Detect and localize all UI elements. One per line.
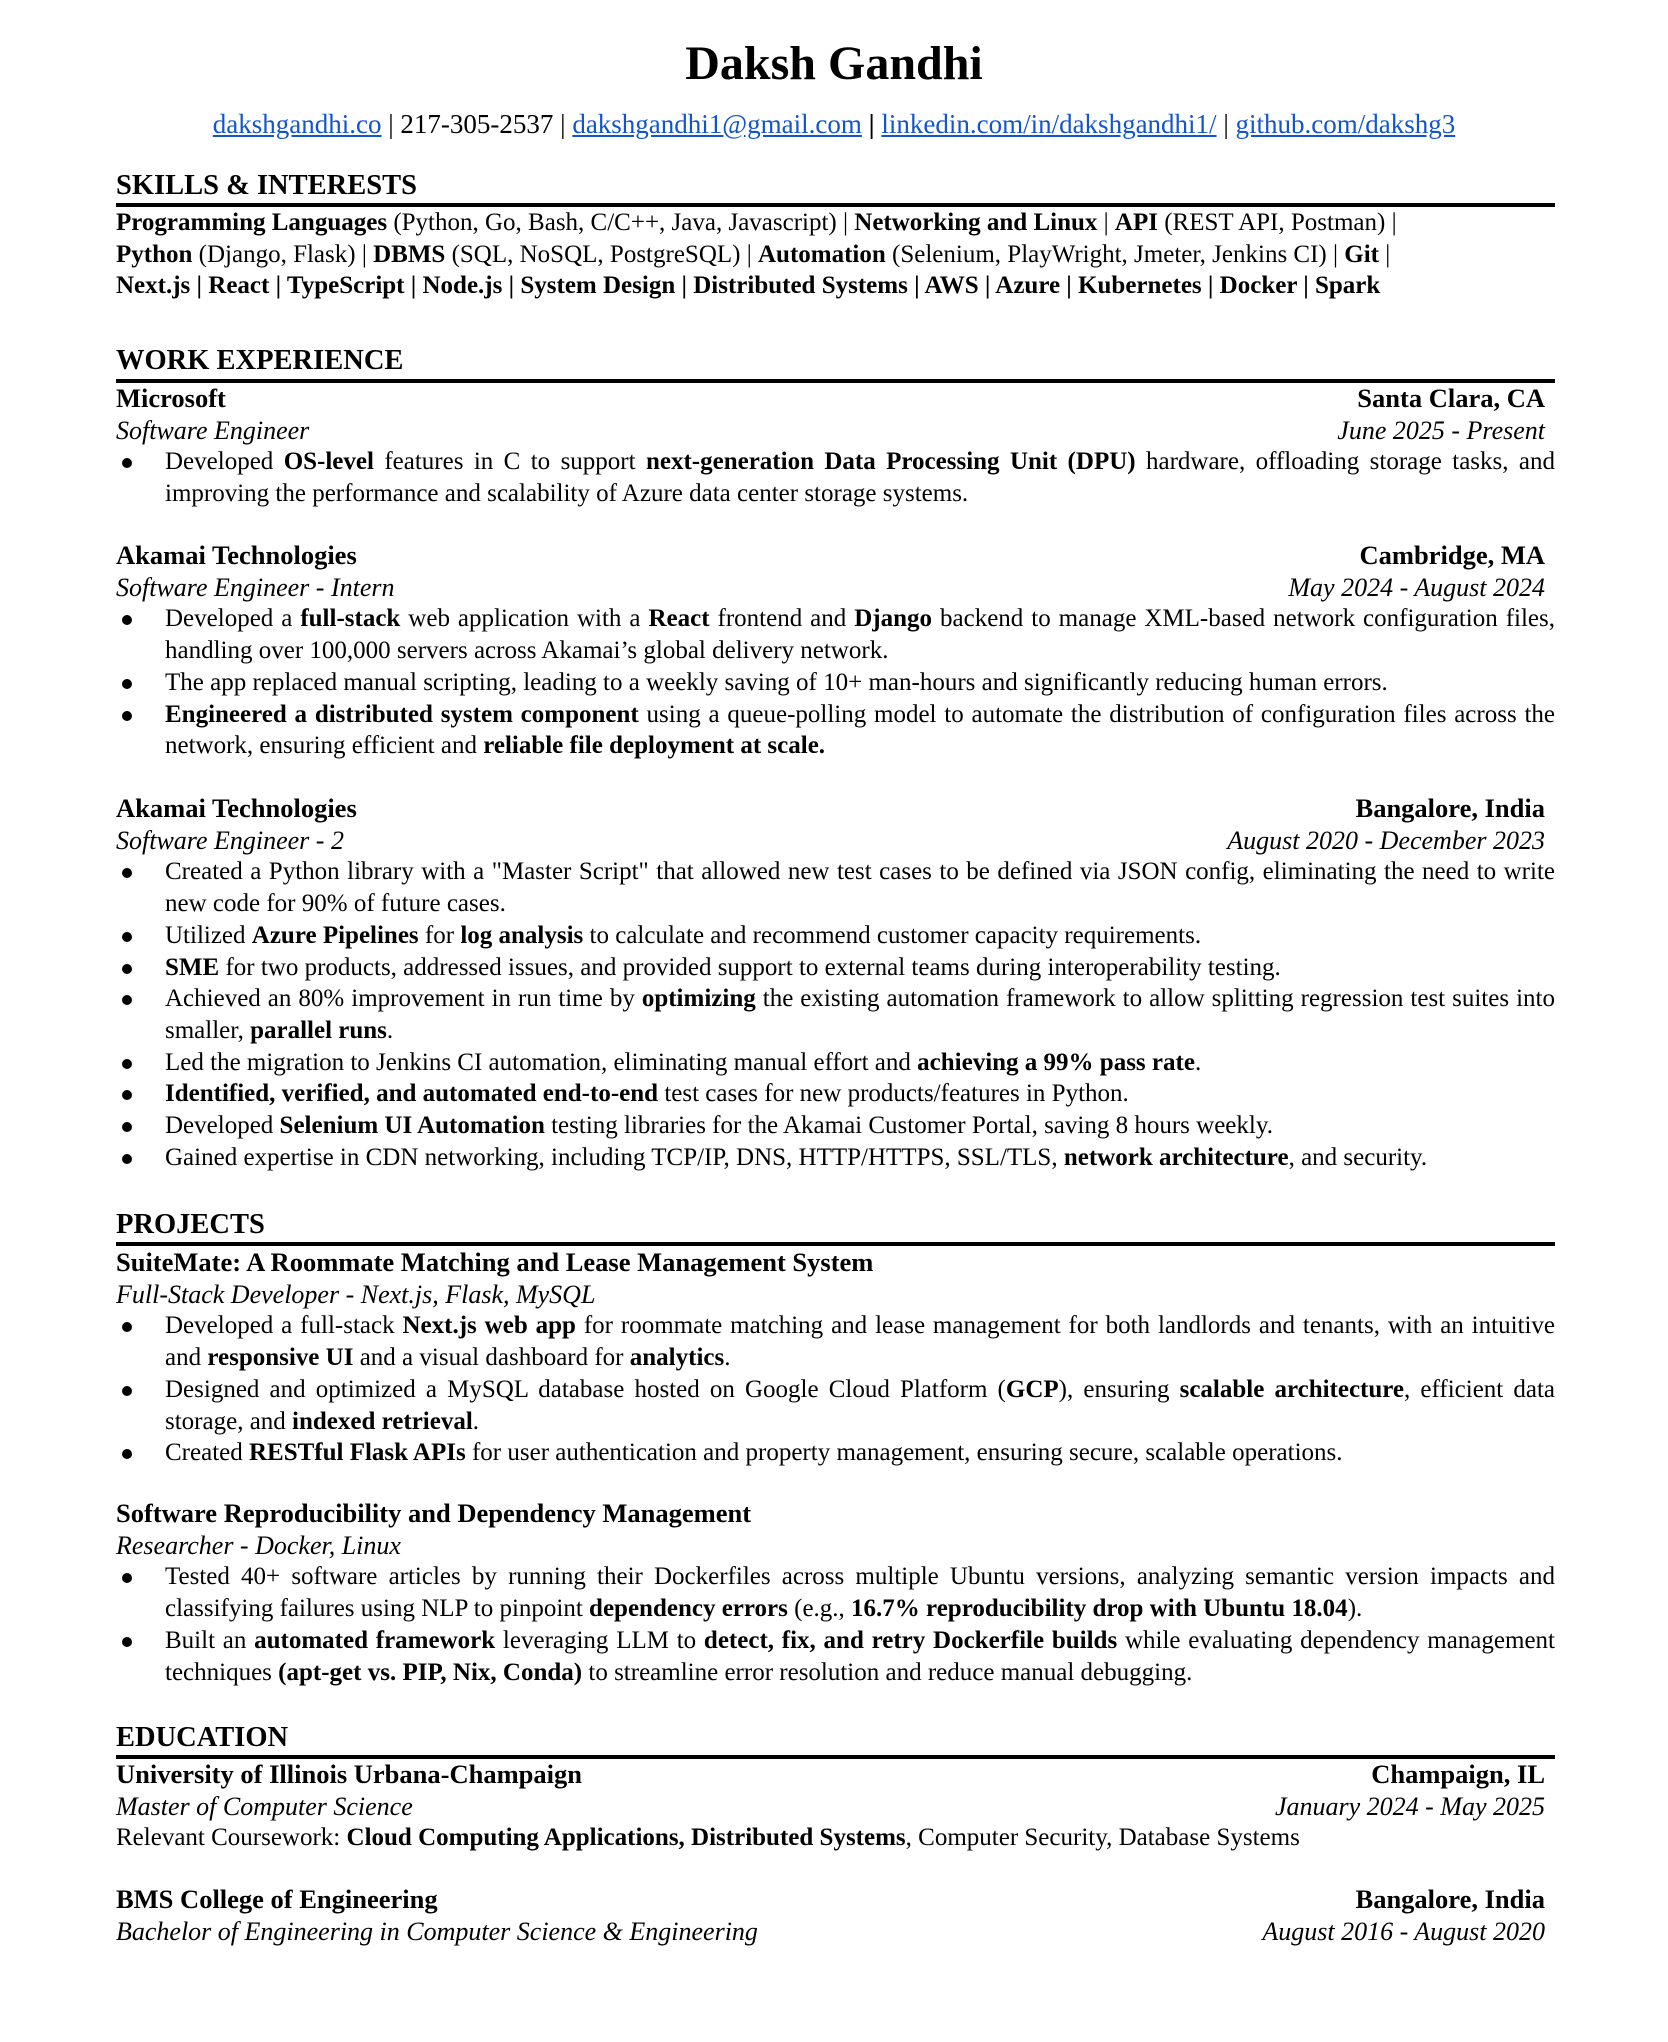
bullet-icon [122,1322,132,1332]
company-name: Microsoft [116,383,226,413]
job-entry [116,540,1555,762]
job-title: Software Engineer - 2 [116,825,344,855]
school-name: BMS College of Engineering [116,1884,438,1914]
bold-text: analytics [629,1344,725,1372]
text: Gained expertise in CDN networking, including TCP/IP, DNS, HTTP/HTTPS, SSL/TLS, [165,1143,1064,1171]
text: for two products, addressed issues, and provided support to external teams during interoperability testing. [219,953,1281,981]
section-heading-experience: WORK EXPERIENCE [116,345,404,376]
bullet-icon [122,1573,132,1583]
bullet-item [116,1561,1555,1624]
bullet-icon [122,1449,132,1459]
text: (Django, Flask) | [192,240,374,268]
bullet-item [116,856,1555,919]
text: (SQL, NoSQL, PostgreSQL) | [445,240,758,268]
job-title: Software Engineer [116,415,310,445]
bold-text: scalable architecture [1179,1375,1405,1403]
bullet-item [116,1110,1555,1142]
bold-text: detect, fix, and retry Dockerfile builds [703,1626,1118,1654]
bullet-list [116,1310,1555,1469]
job-dates: August 2020 - December 2023 [1227,825,1545,855]
bold-text: optimizing [641,985,756,1013]
text: (Python, Go, Bash, C/C++, Java, Javascript) | [387,209,855,236]
project-role-row [116,1530,1555,1562]
text: the existing automation framework to allow splitting regression test suites into smaller, [165,985,1555,1044]
project-entry [116,1247,1555,1469]
bullet-icon [122,995,132,1005]
text: Utilized [165,921,252,949]
degree-row [116,1916,1555,1948]
bullet-icon [122,964,132,974]
candidate-name: Daksh Gandhi [685,37,983,90]
project-entry [116,1498,1555,1688]
bullet-item [116,699,1555,762]
bold-text: automated framework [254,1626,496,1654]
bold-text: achieving a 99% pass rate [917,1048,1195,1076]
school-dates: January 2024 - May 2025 [1274,1791,1545,1821]
bold-text: Azure Pipelines [251,921,419,949]
text: and a visual dashboard for [353,1344,630,1372]
job-dates: May 2024 - August 2024 [1288,572,1545,602]
bold-text: network architecture [1063,1143,1289,1171]
bullet-list [116,446,1555,509]
project-name: SuiteMate: A Roommate Matching and Lease Management System [116,1247,874,1277]
text: . [386,1016,394,1044]
text: for user authentication and property management, ensuring secure, scalable operations. [465,1439,1343,1467]
text: leveraging LLM to [495,1626,704,1654]
linkedin-link[interactable]: linkedin.com/in/dakshgandhi1/ [881,109,1217,139]
coursework [116,1822,1555,1854]
bold-text: log analysis [460,921,584,949]
section-heading-projects: PROJECTS [116,1209,265,1240]
bold-text: Selenium UI Automation [279,1112,545,1140]
job-location: Santa Clara, CA [1357,383,1545,413]
text: . [724,1344,731,1372]
text: while evaluating dependency management techniques [165,1626,1555,1686]
bold-text: Networking and Linux [854,209,1098,236]
text: Achieved an 80% improvement in run time by [165,985,642,1013]
bold-text: Next.js web app [402,1312,576,1340]
text: Relevant Coursework: [116,1824,347,1852]
text: . [472,1407,480,1435]
bold-text: reliable file deployment at scale. [483,732,826,760]
bullet-item [116,983,1555,1046]
school-location: Champaign, IL [1371,1759,1545,1789]
school-dates: August 2016 - August 2020 [1262,1916,1545,1946]
text: Developed [165,1112,280,1140]
text: Developed a [165,605,301,633]
bullet-item [116,446,1555,509]
bullet-icon [122,1059,132,1069]
bullet-icon [122,932,132,942]
text: ). [1347,1595,1363,1623]
text: testing libraries for the Akamai Customer Portal, saving 8 hours weekly. [544,1112,1273,1140]
project-role-row [116,1279,1555,1311]
bullet-icon [122,679,132,689]
separator: | [868,109,875,139]
bullet-icon [122,458,132,468]
bold-text: (apt-get vs. PIP, Nix, Conda) [278,1658,583,1686]
bullet-icon [122,1386,132,1396]
bullet-list [116,1561,1555,1688]
bold-text: GCP [1005,1375,1059,1403]
skills-line [116,207,1555,239]
job-header-row [116,793,1555,825]
job-title-row [116,825,1555,857]
bullet-icon [122,615,132,625]
text: web application with a [400,605,649,633]
project-role: Full-Stack Developer - Next.js, Flask, MySQL [116,1279,596,1309]
bold-text: parallel runs [250,1016,387,1044]
section-heading-skills: SKILLS & INTERESTS [116,170,417,201]
text: using a queue-polling model to automate the distribution of configuration files across the network, ensuring efficient and [165,700,1556,760]
bullet-list [116,856,1555,1173]
bold-text: Git [1344,240,1379,268]
bullet-item [116,1142,1555,1174]
bold-text: Python [116,240,193,268]
text: | [1378,240,1391,268]
text: to streamline error resolution and reduce manual debugging. [582,1658,1193,1686]
text: (Selenium, PlayWright, Jmeter, Jenkins CI) | [885,240,1345,268]
job-title: Software Engineer - Intern [116,572,395,602]
bold-text: API [1114,209,1158,236]
bullet-list [116,603,1555,762]
bold-text: SME [165,953,220,981]
degree-row [116,1791,1555,1823]
text: to calculate and recommend customer capacity requirements. [583,921,1202,949]
job-header-row [116,383,1555,415]
bullet-item [116,1625,1555,1688]
bold-text: responsive UI [207,1344,354,1372]
section-heading-education: EDUCATION [116,1722,289,1753]
text: , and security. [1288,1143,1428,1171]
bullet-item [116,1310,1555,1373]
text: frontend and [709,605,855,633]
bullet-icon [122,868,132,878]
text: Developed [165,448,284,476]
company-name: Akamai Technologies [116,793,357,823]
company-name: Akamai Technologies [116,540,357,570]
education-entry [116,1884,1555,1947]
separator: | [560,109,566,139]
text: Designed and optimized a MySQL database hosted on Google Cloud Platform ( [165,1375,1006,1403]
contact-line [0,107,1668,141]
email-link[interactable]: dakshgandhi1@gmail.com [572,109,862,139]
github-link[interactable]: github.com/dakshg3 [1235,109,1456,139]
section-divider [116,1242,1555,1246]
bullet-item [116,1437,1555,1469]
project-name-row [116,1498,1555,1530]
school-location: Bangalore, India [1355,1884,1545,1914]
school-header-row [116,1759,1555,1791]
bold-text: Cloud Computing Applications, Distributed Systems [346,1824,906,1852]
bold-text: Programming Languages [116,209,388,236]
text: Built an [165,1626,255,1654]
text: for roommate matching and lease management for both landlords and tenants, with an intuitive and [165,1312,1556,1372]
school-header-row [116,1884,1555,1916]
text: Tested 40+ software articles by running their Dockerfiles across multiple Ubuntu versions, analyzing semantic version impacts and classifying failures using NLP to pinpoint [165,1563,1555,1623]
website-link[interactable]: dakshgandhi.co [212,109,382,139]
project-name: Software Reproducibility and Dependency Management [116,1498,752,1528]
bullet-item [116,603,1555,666]
text: for [418,921,461,949]
text: (e.g., [787,1595,852,1623]
separator: | [1223,109,1229,139]
bullet-item [116,1078,1555,1110]
job-location: Cambridge, MA [1359,540,1545,570]
text: test cases for new products/features in Python. [658,1080,1129,1108]
bold-text: full-stack [300,605,401,633]
text: The app replaced manual scripting, leading to a weekly saving of 10+ man-hours and significantly reducing human errors. [165,668,1388,696]
skills-line [116,239,1555,271]
separator: | [388,109,394,139]
text: Led the migration to Jenkins CI automation, eliminating manual effort and [165,1048,918,1076]
job-entry [116,383,1555,510]
degree: Master of Computer Science [116,1791,413,1821]
text: hardware, offloading storage tasks, and improving the performance and scalability of Azure data center storage systems. [165,448,1556,508]
text: Developed a full-stack [165,1312,403,1340]
project-name-row [116,1247,1555,1279]
job-location: Bangalore, India [1355,793,1545,823]
bold-text: 16.7% reproducibility drop with Ubuntu 18.04 [851,1595,1348,1623]
bold-text: Identified, verified, and automated end-to-end [165,1080,659,1108]
project-role: Researcher - Docker, Linux [116,1530,401,1560]
skills-line [116,270,1555,302]
text: Created [165,1439,249,1467]
job-title-row [116,572,1555,604]
bold-text: React [648,605,710,633]
school-name: University of Illinois Urbana-Champaign [116,1759,583,1789]
degree: Bachelor of Engineering in Computer Science & Engineering [116,1916,758,1946]
bullet-item [116,667,1555,699]
bold-text: Engineered a distributed system component [165,700,639,728]
bullet-item [116,952,1555,984]
bold-text: indexed retrieval [292,1407,473,1435]
bullet-icon [122,1637,132,1647]
bold-text: Next.js | React | TypeScript | Node.js | System Design | Distributed Systems | AWS | Azure | Kubernetes | Docker | Spark [116,272,1381,300]
bold-text: DBMS [373,240,446,268]
education-entry [116,1759,1555,1854]
text: ), ensuring [1058,1375,1180,1403]
text: , efficient data storage, and [165,1375,1556,1435]
bold-text: Automation [757,240,886,268]
bold-text: next-generation Data Processing Unit (DPU) [645,448,1136,476]
bold-text: Django [854,605,933,633]
job-header-row [116,540,1555,572]
bullet-item [116,920,1555,952]
text: , Computer Security, Database Systems [905,1824,1300,1852]
text: | [1097,209,1115,236]
text: backend to manage XML-based network configuration files, handling over 100,000 servers across Akamai’s global delivery network. [165,605,1555,665]
text: . [1194,1048,1202,1076]
text: Created a Python library with a "Master Script" that allowed new test cases to be defined via JSON config, eliminating the need to write new code for 90% of future cases. [165,858,1555,918]
bold-text: OS-level [283,448,374,476]
bold-text: dependency errors [589,1595,788,1623]
skills-list [116,207,1555,302]
bullet-item [116,1047,1555,1079]
job-title-row [116,415,1555,447]
job-entry [116,793,1555,1173]
bullet-icon [122,1154,132,1164]
bold-text: RESTful Flask APIs [248,1439,466,1467]
bullet-icon [122,711,132,721]
text: features in C to support [373,448,646,476]
text: (REST API, Postman) | [1157,209,1397,236]
bullet-item [116,1374,1555,1437]
phone-number: 217-305-2537 [400,109,554,139]
job-dates: June 2025 - Present [1337,415,1545,445]
bullet-icon [122,1090,132,1100]
bullet-icon [122,1122,132,1132]
